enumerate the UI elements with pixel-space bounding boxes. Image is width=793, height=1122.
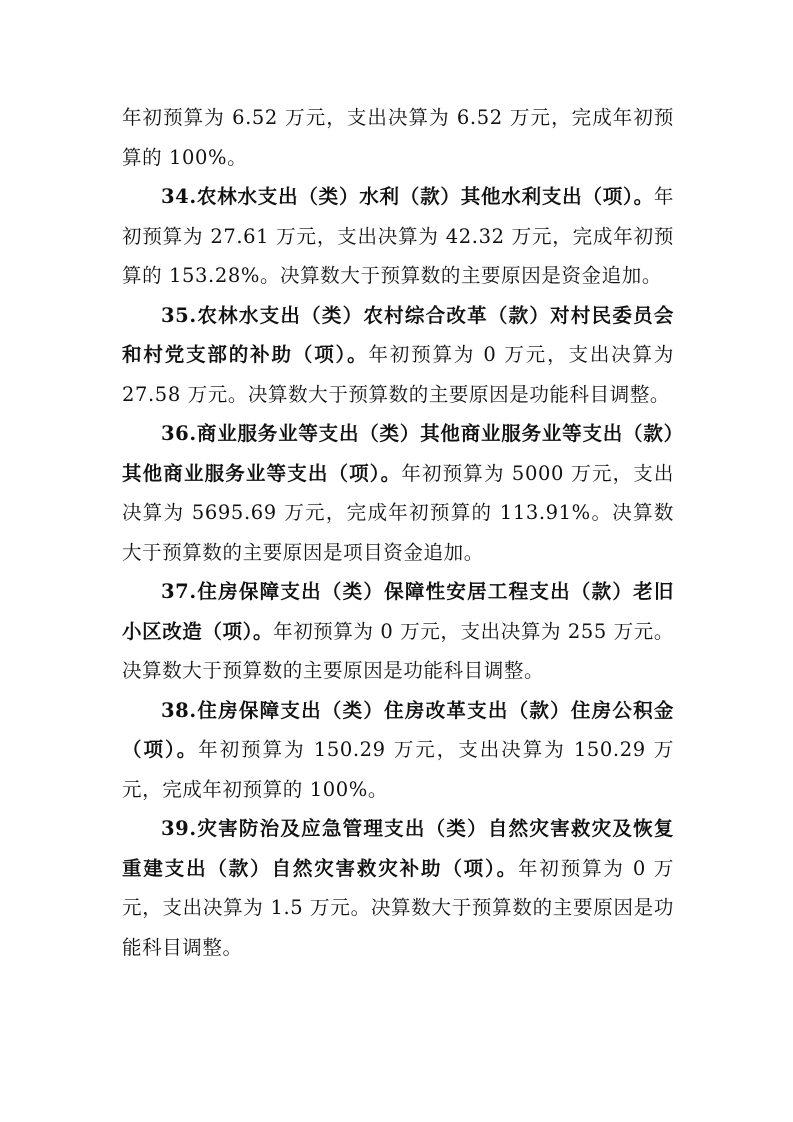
document-body [122, 98, 674, 967]
paragraph-item-35 [122, 296, 674, 415]
paragraph-heading: 35.农林水支出（类）农村综合改革（款）对村民委员会和村党支部的补助（项）。 [122, 303, 674, 366]
paragraph-item-38 [122, 691, 674, 810]
paragraph-item-39 [122, 809, 674, 967]
paragraph-body: 年初预算为 150.29 万元，支出决算为 150.29 万元，完成年初预算的 100%。 [122, 738, 674, 801]
paragraph-item-36 [122, 414, 674, 572]
paragraph-heading: 38.住房保障支出（类）住房改革支出（款）住房公积金（项）。 [122, 698, 674, 761]
paragraph-body: 年初预算为 0 万元，支出决算为 255 万元。决算数大于预算数的主要原因是功能科目调整。 [122, 619, 674, 682]
paragraph-continued [122, 98, 674, 177]
paragraph-heading: 39.灾害防治及应急管理支出（类）自然灾害救灾及恢复重建支出（款）自然灾害救灾补助（项）。 [122, 817, 674, 880]
paragraph-body: 年初预算为 0 万元，支出决算为 1.5 万元。决算数大于预算数的主要原因是功能科目调整。 [122, 856, 674, 959]
paragraph-heading: 34.农林水支出（类）水利（款）其他水利支出（项）。 [161, 185, 654, 208]
paragraph-item-34 [122, 177, 674, 296]
paragraph-body: 年初预算为 5000 万元，支出决算为 5695.69 万元，完成年初预算的 113.91%。决算数大于预算数的主要原因是项目资金追加。 [122, 461, 675, 564]
paragraph-body: 年初预算为 6.52 万元，支出决算为 6.52 万元，完成年初预算的 100%。 [122, 106, 674, 169]
paragraph-heading: 37.住房保障支出（类）保障性安居工程支出（款）老旧小区改造（项）。 [122, 580, 674, 643]
paragraph-item-37 [122, 572, 674, 691]
paragraph-body: 年初预算为 27.61 万元，支出决算为 42.32 万元，完成年初预算的 153.28%。决算数大于预算数的主要原因是资金追加。 [122, 185, 674, 287]
paragraph-heading: 36.商业服务业等支出（类）其他商业服务业等支出（款）其他商业服务业等支出（项）。 [122, 422, 674, 485]
paragraph-body: 年初预算为 0 万元，支出决算为 27.58 万元。决算数大于预算数的主要原因是功能科目调整。 [122, 343, 674, 406]
